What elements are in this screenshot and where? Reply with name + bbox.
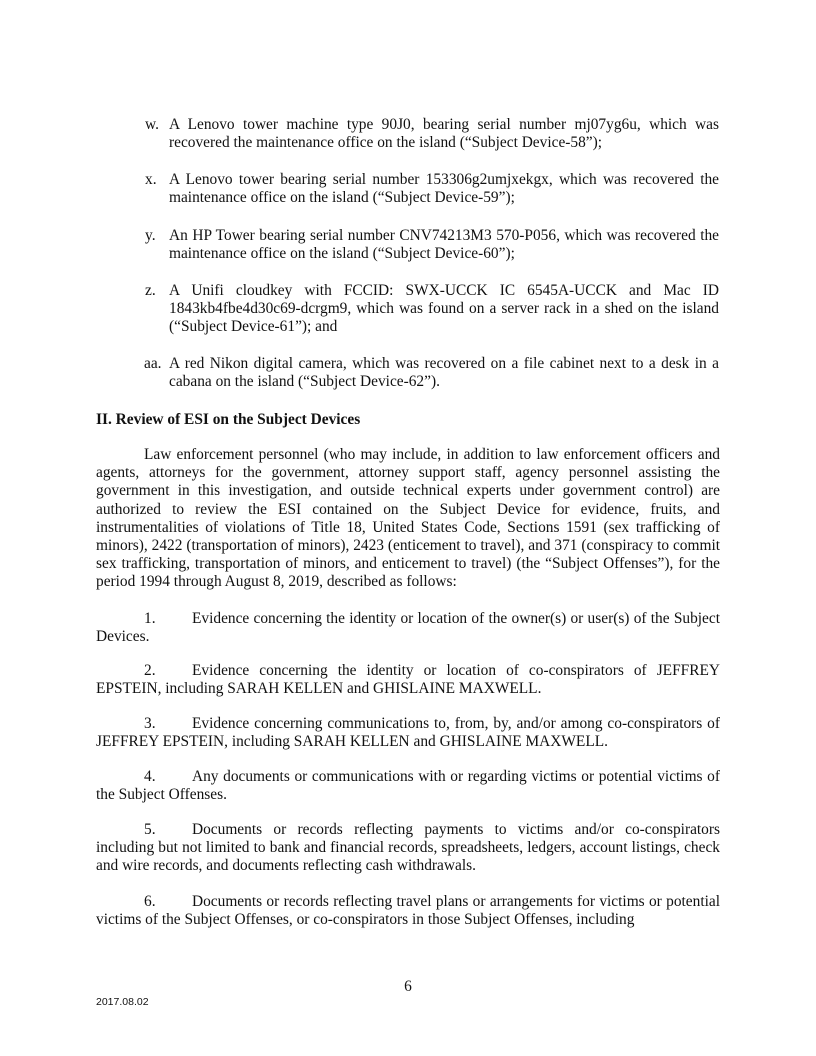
list-item-y <box>147 227 719 263</box>
list-item-label: z. <box>145 282 156 299</box>
numbered-item-3 <box>96 715 720 751</box>
list-item-label: w. <box>145 116 159 133</box>
numbered-item-5 <box>96 821 720 876</box>
list-item-z <box>147 282 719 337</box>
page-number: 6 <box>404 978 412 995</box>
list-item-text: A Lenovo tower bearing serial number 153306g2umjxekgx, which was recovered the maintenance office on the island (“Subject Device-59”); <box>169 171 719 207</box>
numbered-item-text: Evidence concerning the identity or location of the owner(s) or user(s) of the Subject Devices. <box>96 610 720 646</box>
numbered-item-2 <box>96 662 720 698</box>
list-item-text: A red Nikon digital camera, which was recovered on a file cabinet next to a desk in a cabana on the island (“Subject Device-62”). <box>169 355 719 391</box>
numbered-item-number: 1. <box>144 610 156 627</box>
numbered-item-text: Evidence concerning communications to, from, by, and/or among co-conspirators of JEFFREY EPSTEIN, including SARAH KELLEN and GHISLAINE MAXWELL. <box>96 715 720 751</box>
list-item-label: x. <box>145 171 157 188</box>
numbered-item-4 <box>96 768 720 804</box>
list-item-w <box>147 116 719 152</box>
list-item-label: aa. <box>144 355 162 372</box>
list-item-text: An HP Tower bearing serial number CNV74213M3 570-P056, which was recovered the maintenance office on the island (“Subject Device-60”); <box>169 227 719 263</box>
list-item-aa <box>144 355 719 391</box>
footer-code: 2017.08.02 <box>96 996 149 1008</box>
numbered-item-6 <box>96 893 720 929</box>
numbered-item-number: 4. <box>144 768 156 785</box>
numbered-item-text: Documents or records reflecting travel plans or arrangements for victims or potential victims of the Subject Offenses, or co-conspirators in those Subject Offenses, including <box>96 893 720 929</box>
numbered-item-text: Documents or records reflecting payments to victims and/or co-conspirators including but not limited to bank and financial records, spreadsheets, ledgers, account listings, check and wire records, and documents reflecting cash withdrawals. <box>96 821 720 875</box>
numbered-item-number: 2. <box>144 662 156 679</box>
numbered-item-number: 3. <box>144 715 156 732</box>
numbered-item-text: Evidence concerning the identity or location of co-conspirators of JEFFREY EPSTEIN, including SARAH KELLEN and GHISLAINE MAXWELL. <box>96 662 720 698</box>
numbered-item-text: Any documents or communications with or regarding victims or potential victims of the Subject Offenses. <box>96 768 720 804</box>
intro-paragraph: Law enforcement personnel (who may include, in addition to law enforcement officers and agents, attorneys for the government, attorney support staff, agency personnel assisting the government in this investigation, and outside technical experts under government control) are authorized to review the ESI contained on the Subject Device for evidence, fruits, and instrumentalities of violations of Title 18, United States Code, Sections 1591 (sex trafficking of minors), 2422 (transportation of minors), 2423 (enticement to travel), and 371 (conspiracy to commit sex trafficking, transportation of minors, and enticement to travel) (the “Subject Offenses”), for the period 1994 through August 8, 2019, described as follows: <box>96 446 720 591</box>
list-item-label: y. <box>145 227 156 244</box>
list-item-x <box>147 171 719 207</box>
list-item-text: A Unifi cloudkey with FCCID: SWX-UCCK IC 6545A-UCCK and Mac ID 1843kb4fbe4d30c69-dcrgm9, which was found on a server rack in a shed on the island (“Subject Device-61”); and <box>169 282 719 336</box>
numbered-item-number: 6. <box>144 893 156 910</box>
numbered-item-1 <box>96 610 720 646</box>
section-heading: II. Review of ESI on the Subject Devices <box>96 411 361 428</box>
numbered-item-number: 5. <box>144 821 156 838</box>
list-item-text: A Lenovo tower machine type 90J0, bearing serial number mj07yg6u, which was recovered the maintenance office on the island (“Subject Device-58”); <box>169 116 719 152</box>
